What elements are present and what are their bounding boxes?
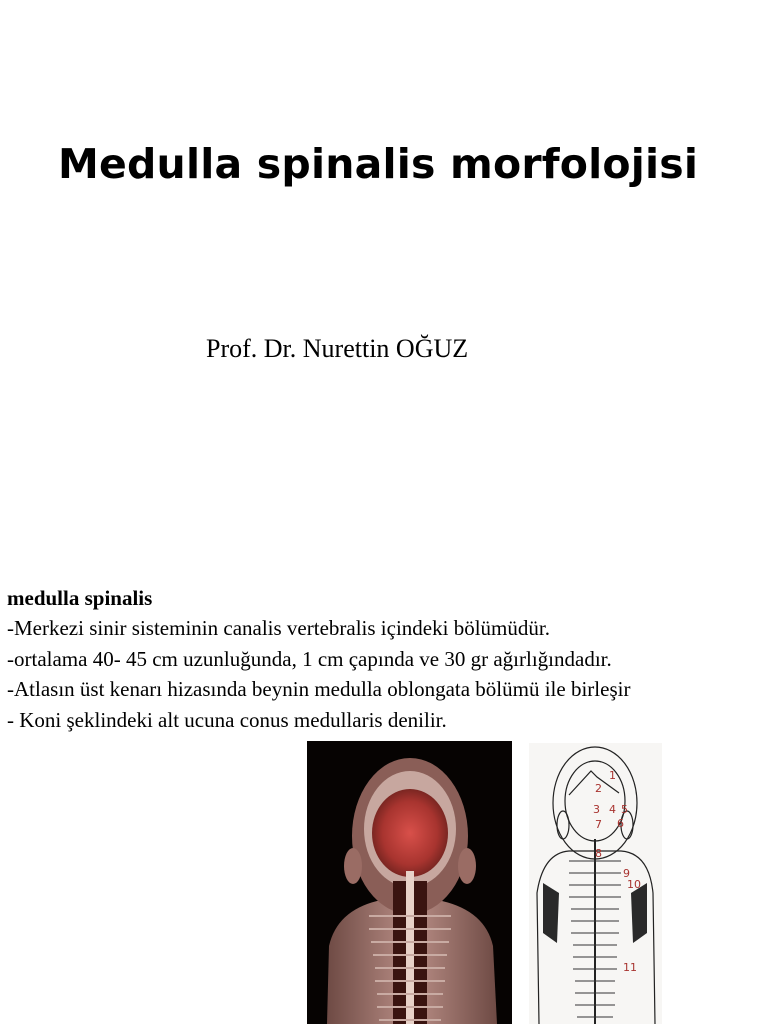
label-6: 6 xyxy=(617,817,624,830)
label-3: 3 xyxy=(593,803,600,816)
bullet-item: -Merkezi sinir sisteminin canalis vertebralis içindeki bölümüdür. xyxy=(7,616,550,640)
slide-title: Medulla spinalis morfolojisi xyxy=(58,140,699,188)
section-heading: medulla spinalis xyxy=(7,586,153,610)
bullet-item: - Koni şeklindeki alt ucuna conus medullaris denilir. xyxy=(7,707,447,732)
author-name: Prof. Dr. Nurettin OĞUZ xyxy=(206,334,469,363)
bullet-item: -Atlasın üst kenarı hizasında beynin medulla oblongata bölümü ile birleşir xyxy=(7,677,631,701)
label-4: 4 xyxy=(609,803,616,816)
content-section xyxy=(7,583,768,735)
label-8: 8 xyxy=(595,847,602,860)
label-5: 5 xyxy=(621,803,628,816)
label-7: 7 xyxy=(595,818,602,831)
bullet-item: -ortalama 40- 45 cm uzunluğunda, 1 cm çapında ve 30 gr ağırlığındadır. xyxy=(7,646,612,671)
label-10: 10 xyxy=(627,878,641,891)
label-11: 11 xyxy=(623,961,637,974)
anatomy-drawing xyxy=(529,743,662,1024)
label-2: 2 xyxy=(595,782,602,795)
dissection-photo xyxy=(307,741,512,1024)
label-1: 1 xyxy=(609,769,616,782)
label-9: 9 xyxy=(623,867,630,880)
